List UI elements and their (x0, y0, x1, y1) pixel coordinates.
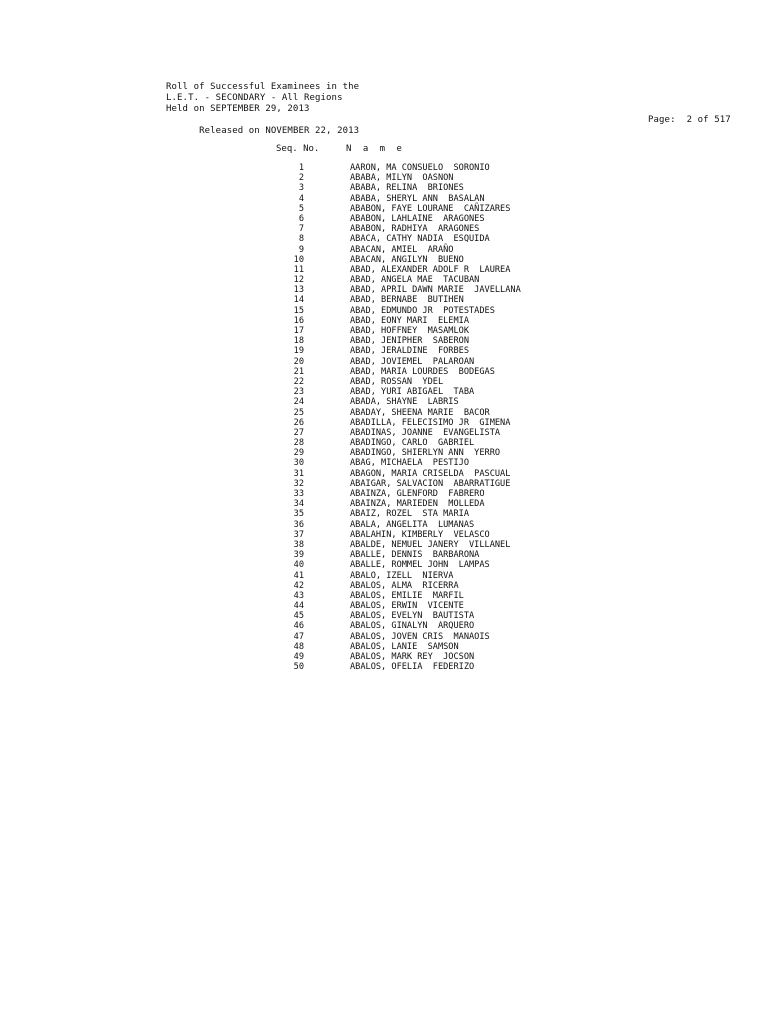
examinee-seq-number: 7 (298, 224, 304, 235)
examinee-seq-number: 37 (293, 529, 304, 540)
examinee-row (276, 387, 576, 397)
examinee-row (276, 621, 576, 631)
examinee-row (276, 275, 576, 285)
examinee-name: ABALOS, JOVEN CRIS MANAOIS (350, 631, 490, 642)
examinee-name: ABAD, BERNABE BUTIHEN (350, 295, 464, 306)
examinee-name: ABAD, ROSSAN YDEL (350, 376, 444, 387)
header-exam-line: L.E.T. - SECONDARY - All Regions (166, 93, 343, 103)
examinee-row (276, 295, 576, 305)
examinee-row (276, 183, 576, 193)
examinee-seq-number: 4 (298, 193, 304, 204)
examinee-seq-number: 3 (298, 183, 304, 194)
examinee-row (276, 438, 576, 448)
examinee-seq-number: 50 (293, 662, 304, 673)
examinee-row (276, 357, 576, 367)
examinee-seq-number: 12 (293, 275, 304, 286)
examinee-seq-number: 13 (293, 285, 304, 296)
examinee-row (276, 265, 576, 275)
examinee-row (276, 173, 576, 183)
examinee-seq-number: 45 (293, 611, 304, 622)
examinee-name: ABADA, SHAYNE LABRIS (350, 397, 459, 408)
examinee-row (276, 611, 576, 621)
examinee-row (276, 285, 576, 295)
examinee-name: ABABON, FAYE LOURANE CAÑIZARES (350, 203, 511, 214)
examinee-seq-number: 19 (293, 346, 304, 357)
examinee-name: ABAD, YURI ABIGAEL TABA (350, 387, 475, 398)
examinee-row (276, 540, 576, 550)
examinee-name: ABAD, JOVIEMEL PALAROAN (350, 356, 475, 367)
examinee-row (276, 571, 576, 581)
examinee-seq-number: 39 (293, 550, 304, 561)
examinee-seq-number: 11 (293, 264, 304, 275)
name-column-header: N a m e (346, 144, 405, 154)
header-title-line: Roll of Successful Examinees in the (166, 82, 360, 92)
examinee-row (276, 469, 576, 479)
examinee-seq-number: 26 (293, 417, 304, 428)
examinee-row (276, 479, 576, 489)
examinee-seq-number: 14 (293, 295, 304, 306)
examinee-seq-number: 40 (293, 560, 304, 571)
examinee-seq-number: 34 (293, 499, 304, 510)
examinee-name: ABAINZA, GLENFORD FABRERO (350, 489, 485, 499)
examinee-seq-number: 25 (293, 407, 304, 418)
examinee-seq-number: 5 (298, 203, 304, 214)
examinee-name: ABAD, EDMUNDO JR POTESTADES (350, 305, 495, 316)
examinee-list (276, 163, 576, 672)
examinee-name: ABADINGO, CARLO GABRIEL (350, 438, 475, 449)
examinee-seq-number: 20 (293, 356, 304, 367)
examinee-row (276, 632, 576, 642)
examinee-row (276, 560, 576, 570)
examinee-row (276, 550, 576, 560)
page-indicator: Page: 2 of 517 (648, 115, 731, 125)
examinee-row (276, 234, 576, 244)
examinee-name: ABADINGO, SHIERLYN ANN YERRO (350, 448, 501, 459)
examinee-seq-number: 6 (298, 213, 304, 224)
examinee-row (276, 520, 576, 530)
examinee-seq-number: 30 (293, 458, 304, 469)
examinee-name: ABACAN, AMIEL ARAÑO (350, 244, 454, 255)
examinee-name: ABAD, ANGELA MAE TACUBAN (350, 275, 480, 286)
examinee-seq-number: 22 (293, 376, 304, 387)
examinee-seq-number: 8 (298, 234, 304, 245)
examinee-name: ABAD, EONY MARI ELEMIA (350, 315, 469, 326)
examinee-row (276, 499, 576, 509)
examinee-seq-number: 49 (293, 652, 304, 662)
examinee-seq-number: 35 (293, 509, 304, 520)
examinee-row (276, 255, 576, 265)
examinee-row (276, 601, 576, 611)
examinee-name: ABADINAS, JOANNE EVANGELISTA (350, 427, 501, 438)
examinee-row (276, 428, 576, 438)
header-release-line-wrapper (166, 115, 731, 136)
examinee-row (276, 642, 576, 652)
examinee-seq-number: 9 (298, 244, 304, 255)
examinee-seq-number: 17 (293, 326, 304, 336)
examinee-row (276, 397, 576, 407)
examinee-row (276, 204, 576, 214)
examinee-name: ABABA, MILYN OASNON (350, 173, 454, 184)
examinee-row (276, 652, 576, 662)
examinee-name: ABAD, APRIL DAWN MARIE JAVELLANA (350, 285, 521, 296)
examinee-seq-number: 38 (293, 539, 304, 550)
examinee-row (276, 448, 576, 458)
examinee-name: ABALLE, ROMMEL JOHN LAMPAS (350, 560, 490, 571)
examinee-name: ABAD, JENIPHER SABERON (350, 336, 469, 347)
examinee-name: ABALAHIN, KIMBERLY VELASCO (350, 529, 490, 540)
examinee-name: ABAG, MICHAELA PESTIJO (350, 458, 469, 469)
examinee-row (276, 336, 576, 346)
examinee-name: ABADAY, SHEENA MARIE BACOR (350, 407, 490, 418)
examinee-name: ABALOS, ERWIN VICENTE (350, 601, 464, 612)
examinee-row (276, 377, 576, 387)
examinee-name: ABACA, CATHY NADIA ESQUIDA (350, 234, 490, 245)
examinee-name: AARON, MA CONSUELO SORONIO (350, 163, 490, 173)
examinee-seq-number: 44 (293, 601, 304, 612)
examinee-row (276, 346, 576, 356)
examinee-row (276, 408, 576, 418)
examinee-name: ABALOS, EMILIE MARFIL (350, 590, 464, 601)
examinee-row (276, 194, 576, 204)
examinee-name: ABAD, JERALDINE FORBES (350, 346, 469, 357)
examinee-name: ABABA, RELINA BRIONES (350, 183, 464, 194)
examinee-seq-number: 29 (293, 448, 304, 459)
examinee-row (276, 326, 576, 336)
examinee-name: ABAIZ, ROZEL STA MARIA (350, 509, 469, 520)
examinee-name: ABALDE, NEMUEL JANERY VILLANEL (350, 539, 511, 550)
examinee-row (276, 306, 576, 316)
examinee-row (276, 591, 576, 601)
examinee-seq-number: 48 (293, 641, 304, 652)
examinee-name: ABALA, ANGELITA LUMANAS (350, 519, 475, 530)
examinee-row (276, 316, 576, 326)
examinee-name: ABAD, MARIA LOURDES BODEGAS (350, 366, 495, 377)
examinee-name: ABACAN, ANGILYN BUENO (350, 254, 464, 265)
seq-column-header: Seq. No. (276, 144, 320, 154)
examinee-seq-number: 1 (298, 163, 304, 173)
examinee-name: ABALO, IZELL NIERVA (350, 570, 454, 581)
examinee-name: ABAD, HOFFNEY MASAMLOK (350, 326, 469, 336)
examinee-name: ABALOS, ALMA RICERRA (350, 580, 459, 591)
examinee-seq-number: 10 (293, 254, 304, 265)
examinee-name: ABADILLA, FELECISIMO JR GIMENA (350, 417, 511, 428)
examinee-seq-number: 42 (293, 580, 304, 591)
examinee-row (276, 245, 576, 255)
examinee-row (276, 458, 576, 468)
examinee-row (276, 224, 576, 234)
examinee-row (276, 489, 576, 499)
examinee-name: ABALOS, EVELYN BAUTISTA (350, 611, 475, 622)
examinee-seq-number: 32 (293, 478, 304, 489)
examinee-seq-number: 36 (293, 519, 304, 530)
examinee-seq-number: 24 (293, 397, 304, 408)
examinee-row (276, 662, 576, 672)
examinee-name: ABABON, LAHLAINE ARAGONES (350, 213, 485, 224)
examinee-seq-number: 46 (293, 621, 304, 632)
examinee-seq-number: 16 (293, 315, 304, 326)
examinee-name: ABALOS, MARK REY JOCSON (350, 652, 475, 662)
examinee-name: ABABA, SHERYL ANN BASALAN (350, 193, 485, 204)
examinee-row (276, 214, 576, 224)
examinee-name: ABALLE, DENNIS BARBARONA (350, 550, 480, 561)
examinee-name: ABAIGAR, SALVACION ABARRATIGUE (350, 478, 511, 489)
examinee-seq-number: 21 (293, 366, 304, 377)
examinee-name: ABAINZA, MARIEDEN MOLLEDA (350, 499, 485, 510)
examinee-row (276, 509, 576, 519)
examinee-seq-number: 47 (293, 631, 304, 642)
examinee-row (276, 530, 576, 540)
examinee-seq-number: 23 (293, 387, 304, 398)
examinee-seq-number: 27 (293, 427, 304, 438)
examinee-seq-number: 43 (293, 590, 304, 601)
examinee-name: ABAGON, MARIA CRISELDA PASCUAL (350, 468, 511, 479)
examinee-name: ABABON, RADHIYA ARAGONES (350, 224, 480, 235)
examinee-name: ABALOS, GINALYN ARQUERO (350, 621, 475, 632)
examinee-row (276, 418, 576, 428)
examinee-seq-number: 15 (293, 305, 304, 316)
examinee-row (276, 367, 576, 377)
document-header (166, 82, 731, 136)
examinee-seq-number: 41 (293, 570, 304, 581)
examinee-seq-number: 18 (293, 336, 304, 347)
examinee-name: ABALOS, OFELIA FEDERIZO (350, 662, 475, 673)
examinee-name: ABAD, ALEXANDER ADOLF R LAUREA (350, 264, 511, 275)
examinee-seq-number: 33 (293, 489, 304, 499)
examinee-seq-number: 2 (298, 173, 304, 184)
header-held-date-line: Held on SEPTEMBER 29, 2013 (166, 104, 310, 114)
examinee-row (276, 163, 576, 173)
examinee-name: ABALOS, LANIE SAMSON (350, 641, 459, 652)
header-release-date-line: Released on NOVEMBER 22, 2013 (199, 126, 360, 136)
examinee-seq-number: 28 (293, 438, 304, 449)
examinee-seq-number: 31 (293, 468, 304, 479)
examinee-row (276, 581, 576, 591)
